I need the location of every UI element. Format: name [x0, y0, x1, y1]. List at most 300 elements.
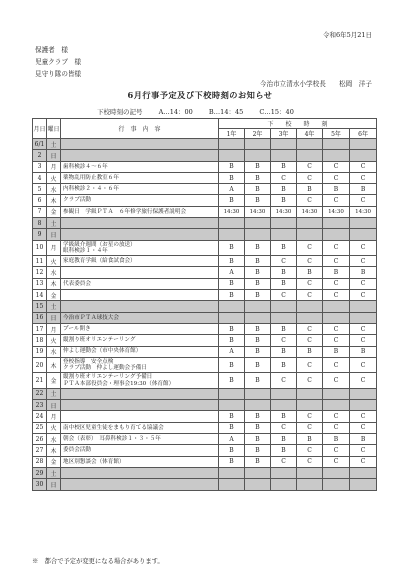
row-dismissal-time: C — [350, 445, 377, 456]
row-dismissal-time: 14:30 — [297, 206, 323, 217]
row-day: 14 — [33, 290, 47, 301]
row-dismissal-time: B — [271, 346, 297, 357]
row-dismissal-time — [323, 312, 350, 323]
row-dismissal-time: C — [271, 172, 297, 183]
row-dismissal-time: A — [219, 184, 245, 195]
row-dismissal-time: C — [271, 290, 297, 301]
row-weekday: 土 — [47, 467, 61, 478]
row-dismissal-time: A — [219, 346, 245, 357]
row-dismissal-time: B — [219, 335, 245, 346]
row-dismissal-time: 14:30 — [245, 206, 271, 217]
row-dismissal-time — [350, 467, 377, 478]
row-dismissal-time: C — [271, 335, 297, 346]
row-event: 縦割り班オリエンテーリング — [61, 335, 219, 346]
row-event: 朝会（表彰） 耳鼻科検診１・３・５年 — [61, 434, 219, 445]
row-dismissal-time: C — [297, 290, 323, 301]
row-dismissal-time: C — [297, 422, 323, 433]
row-dismissal-time: B — [271, 278, 297, 289]
row-dismissal-time: C — [323, 335, 350, 346]
row-event: 代表委員会 — [61, 278, 219, 289]
row-dismissal-time: C — [350, 161, 377, 172]
row-event: 今治市ＰＴＡ球技大会 — [61, 312, 219, 323]
row-day: 6 — [33, 195, 47, 206]
row-dismissal-time: C — [323, 172, 350, 183]
row-dismissal-time: C — [323, 445, 350, 456]
row-event — [61, 139, 219, 150]
table-row — [33, 206, 377, 217]
row-weekday: 火 — [47, 335, 61, 346]
row-dismissal-time: C — [350, 195, 377, 206]
row-dismissal-time: C — [297, 161, 323, 172]
row-dismissal-time — [350, 150, 377, 161]
row-dismissal-time — [219, 312, 245, 323]
row-dismissal-time — [245, 150, 271, 161]
row-dismissal-time — [271, 150, 297, 161]
table-row — [33, 229, 377, 240]
row-dismissal-time: B — [245, 240, 271, 256]
row-day: 19 — [33, 346, 47, 357]
row-dismissal-time — [297, 150, 323, 161]
row-dismissal-time: B — [323, 434, 350, 445]
row-dismissal-time — [271, 139, 297, 150]
row-dismissal-time: B — [245, 357, 271, 373]
table-row — [33, 139, 377, 150]
header-grade: 1年 — [219, 129, 245, 139]
row-day: 24 — [33, 411, 47, 422]
legend-a: A…14：00 — [158, 108, 193, 116]
row-dismissal-time — [219, 400, 245, 411]
row-weekday: 水 — [47, 267, 61, 278]
row-event — [61, 467, 219, 478]
row-dismissal-time: C — [350, 323, 377, 334]
table-row — [33, 373, 377, 389]
recipient-childclub: 児童クラブ 様 — [35, 58, 82, 66]
row-dismissal-time — [219, 467, 245, 478]
row-day: 3 — [33, 161, 47, 172]
document-date: 令和6年5月21日 — [322, 31, 372, 39]
row-dismissal-time: B — [245, 290, 271, 301]
row-dismissal-time: B — [271, 195, 297, 206]
row-event: クラブ活動 — [61, 195, 219, 206]
row-dismissal-time — [271, 312, 297, 323]
row-dismissal-time: C — [323, 422, 350, 433]
row-dismissal-time — [297, 139, 323, 150]
row-dismissal-time: B — [271, 434, 297, 445]
row-day: 26 — [33, 434, 47, 445]
row-dismissal-time — [245, 388, 271, 399]
table-row — [33, 195, 377, 206]
row-dismissal-time — [323, 388, 350, 399]
table-row — [33, 240, 377, 256]
table-row — [33, 218, 377, 229]
row-dismissal-time: B — [219, 445, 245, 456]
row-day: 16 — [33, 312, 47, 323]
recipient-parents: 保護者 様 — [35, 46, 68, 54]
row-dismissal-time: C — [323, 411, 350, 422]
row-day: 20 — [33, 357, 47, 373]
row-day: 6/1 — [33, 139, 47, 150]
row-event: 登校指導 安全点検 クラブ活動 仲よし運動会予備日 — [61, 357, 219, 373]
row-dismissal-time: C — [350, 422, 377, 433]
row-dismissal-time: C — [297, 411, 323, 422]
recipients — [35, 44, 81, 80]
row-dismissal-time — [350, 301, 377, 312]
row-dismissal-time: C — [350, 373, 377, 389]
row-weekday: 木 — [47, 195, 61, 206]
row-dismissal-time: C — [323, 456, 350, 467]
row-dismissal-time: B — [245, 456, 271, 467]
row-weekday: 土 — [47, 301, 61, 312]
row-dismissal-time — [323, 400, 350, 411]
row-dismissal-time — [219, 218, 245, 229]
row-dismissal-time: B — [245, 373, 271, 389]
row-dismissal-time — [271, 229, 297, 240]
row-event — [61, 218, 219, 229]
row-dismissal-time: B — [219, 422, 245, 433]
legend-label: 下校時刻の記号 — [97, 108, 143, 116]
row-dismissal-time: B — [350, 184, 377, 195]
row-dismissal-time: C — [350, 411, 377, 422]
row-dismissal-time: C — [271, 422, 297, 433]
table-row — [33, 434, 377, 445]
row-dismissal-time: C — [323, 373, 350, 389]
legend-b: B…14：45 — [208, 108, 244, 116]
row-dismissal-time: C — [350, 357, 377, 373]
row-dismissal-time: C — [297, 445, 323, 456]
row-event — [61, 229, 219, 240]
table-row — [33, 411, 377, 422]
row-dismissal-time — [297, 229, 323, 240]
row-dismissal-time: B — [323, 184, 350, 195]
table-row — [33, 357, 377, 373]
row-weekday: 土 — [47, 218, 61, 229]
row-dismissal-time — [350, 139, 377, 150]
row-weekday: 木 — [47, 445, 61, 456]
row-dismissal-time — [219, 301, 245, 312]
row-dismissal-time: C — [271, 256, 297, 267]
table-row — [33, 290, 377, 301]
row-dismissal-time: B — [219, 323, 245, 334]
row-dismissal-time: B — [245, 267, 271, 278]
row-dismissal-time — [245, 400, 271, 411]
row-dismissal-time — [245, 312, 271, 323]
row-dismissal-time — [350, 312, 377, 323]
header-grade: 3年 — [271, 129, 297, 139]
row-dismissal-time: B — [219, 240, 245, 256]
row-weekday: 火 — [47, 172, 61, 183]
table-row — [33, 456, 377, 467]
row-dismissal-time: A — [219, 267, 245, 278]
row-dismissal-time: B — [245, 346, 271, 357]
row-day: 12 — [33, 267, 47, 278]
row-event — [61, 150, 219, 161]
row-event: 地区別懇談会（体育館） — [61, 456, 219, 467]
row-dismissal-time — [219, 229, 245, 240]
row-dismissal-time: C — [297, 240, 323, 256]
row-dismissal-time: B — [245, 323, 271, 334]
row-dismissal-time — [323, 467, 350, 478]
row-dismissal-time: B — [219, 456, 245, 467]
row-day: 10 — [33, 240, 47, 256]
row-event: 南中校区児童生徒をまもり育てる協議会 — [61, 422, 219, 433]
row-dismissal-time — [297, 312, 323, 323]
table-row — [33, 467, 377, 478]
row-day: 9 — [33, 229, 47, 240]
row-event: 内科検診２・４・６年 — [61, 184, 219, 195]
row-event: 委員会活動 — [61, 445, 219, 456]
row-dismissal-time: B — [219, 195, 245, 206]
footer-note: ※ 都合で予定が変更になる場合があります。 — [32, 558, 164, 565]
row-dismissal-time: B — [245, 422, 271, 433]
row-dismissal-time — [323, 301, 350, 312]
row-dismissal-time — [297, 218, 323, 229]
row-dismissal-time: C — [323, 357, 350, 373]
row-day: 2 — [33, 150, 47, 161]
row-dismissal-time: B — [245, 278, 271, 289]
row-dismissal-time: C — [271, 373, 297, 389]
row-event: 学級級介週間（お星の放送） 眼科検診１・４年 — [61, 240, 219, 256]
table-row — [33, 388, 377, 399]
row-dismissal-time: B — [271, 445, 297, 456]
schedule-rows — [33, 139, 377, 491]
row-dismissal-time — [323, 229, 350, 240]
table-row — [33, 335, 377, 346]
row-dismissal-time: C — [350, 335, 377, 346]
row-event: 家庭教育学級（給食試食会） — [61, 256, 219, 267]
row-dismissal-time: C — [297, 373, 323, 389]
row-dismissal-time: C — [323, 195, 350, 206]
row-dismissal-time: C — [271, 456, 297, 467]
row-dismissal-time: B — [271, 357, 297, 373]
table-row — [33, 479, 377, 490]
row-dismissal-time — [350, 400, 377, 411]
row-dismissal-time — [219, 150, 245, 161]
row-dismissal-time: C — [297, 195, 323, 206]
row-weekday: 金 — [47, 290, 61, 301]
row-event — [61, 290, 219, 301]
row-dismissal-time: 14:30 — [219, 206, 245, 217]
row-dismissal-time: B — [219, 161, 245, 172]
dismissal-legend — [97, 107, 299, 116]
row-dismissal-time: B — [219, 256, 245, 267]
row-weekday: 金 — [47, 456, 61, 467]
row-weekday: 日 — [47, 229, 61, 240]
row-dismissal-time — [350, 218, 377, 229]
row-day: 25 — [33, 422, 47, 433]
table-row — [33, 267, 377, 278]
header-event: 行 事 内 容 — [61, 119, 219, 139]
table-row — [33, 150, 377, 161]
row-day: 4 — [33, 172, 47, 183]
row-dismissal-time: B — [245, 184, 271, 195]
row-weekday: 月 — [47, 240, 61, 256]
row-dismissal-time: C — [323, 278, 350, 289]
row-dismissal-time — [219, 139, 245, 150]
row-weekday: 土 — [47, 388, 61, 399]
row-dismissal-time — [271, 218, 297, 229]
row-day: 5 — [33, 184, 47, 195]
row-day: 13 — [33, 278, 47, 289]
row-dismissal-time: B — [219, 278, 245, 289]
row-day: 23 — [33, 400, 47, 411]
row-dismissal-time — [245, 229, 271, 240]
row-dismissal-time: C — [297, 323, 323, 334]
row-dismissal-time: B — [271, 323, 297, 334]
row-dismissal-time: B — [219, 172, 245, 183]
row-weekday: 木 — [47, 357, 61, 373]
row-dismissal-time — [297, 388, 323, 399]
row-dismissal-time: C — [323, 240, 350, 256]
row-dismissal-time: C — [323, 323, 350, 334]
row-event — [61, 267, 219, 278]
row-dismissal-time — [323, 218, 350, 229]
row-weekday: 水 — [47, 434, 61, 445]
row-dismissal-time: C — [297, 172, 323, 183]
row-dismissal-time — [245, 139, 271, 150]
row-day: 21 — [33, 373, 47, 389]
row-weekday: 水 — [47, 346, 61, 357]
row-weekday: 木 — [47, 278, 61, 289]
row-dismissal-time — [297, 400, 323, 411]
row-day: 27 — [33, 445, 47, 456]
row-dismissal-time: C — [350, 456, 377, 467]
row-dismissal-time: B — [297, 434, 323, 445]
row-dismissal-time: B — [271, 240, 297, 256]
row-dismissal-time: B — [219, 357, 245, 373]
row-weekday: 火 — [47, 422, 61, 433]
row-day: 11 — [33, 256, 47, 267]
row-day: 22 — [33, 388, 47, 399]
row-dismissal-time: B — [219, 411, 245, 422]
row-dismissal-time: A — [219, 434, 245, 445]
table-row — [33, 278, 377, 289]
row-dismissal-time: C — [350, 240, 377, 256]
row-dismissal-time: B — [271, 411, 297, 422]
row-weekday: 日 — [47, 312, 61, 323]
table-row — [33, 323, 377, 334]
legend-c: C…15：40 — [259, 108, 294, 116]
row-weekday: 火 — [47, 256, 61, 267]
row-dismissal-time — [245, 301, 271, 312]
row-dismissal-time — [297, 467, 323, 478]
row-event — [61, 388, 219, 399]
row-dismissal-time — [297, 479, 323, 490]
row-dismissal-time: C — [323, 290, 350, 301]
row-dismissal-time — [323, 479, 350, 490]
row-dismissal-time: C — [297, 456, 323, 467]
table-row — [33, 256, 377, 267]
row-dismissal-time: C — [297, 357, 323, 373]
row-dismissal-time: B — [350, 267, 377, 278]
row-dismissal-time — [350, 388, 377, 399]
row-weekday: 日 — [47, 400, 61, 411]
row-event: 薬物乱用防止教室６年 — [61, 172, 219, 183]
header-grade: 4年 — [297, 129, 323, 139]
table-row — [33, 445, 377, 456]
row-dismissal-time: B — [245, 195, 271, 206]
row-weekday: 水 — [47, 184, 61, 195]
row-dismissal-time — [271, 301, 297, 312]
header-weekday: 曜日 — [47, 119, 61, 139]
header-grade: 2年 — [245, 129, 271, 139]
row-dismissal-time: C — [350, 256, 377, 267]
row-dismissal-time — [271, 479, 297, 490]
row-dismissal-time — [271, 400, 297, 411]
header-dismissal: 下 校 時 刻 — [219, 119, 377, 129]
row-dismissal-time — [219, 388, 245, 399]
table-row — [33, 346, 377, 357]
row-day: 18 — [33, 335, 47, 346]
row-dismissal-time — [271, 388, 297, 399]
row-dismissal-time: B — [219, 373, 245, 389]
row-weekday: 日 — [47, 150, 61, 161]
row-event — [61, 400, 219, 411]
header-grade: 5年 — [323, 129, 350, 139]
row-dismissal-time: B — [350, 434, 377, 445]
row-dismissal-time: B — [271, 161, 297, 172]
row-dismissal-time: B — [245, 161, 271, 172]
row-dismissal-time — [245, 218, 271, 229]
row-dismissal-time: C — [323, 256, 350, 267]
row-day: 28 — [33, 456, 47, 467]
row-dismissal-time: B — [271, 184, 297, 195]
row-day: 8 — [33, 218, 47, 229]
row-weekday: 金 — [47, 373, 61, 389]
row-dismissal-time: B — [245, 256, 271, 267]
row-dismissal-time — [297, 301, 323, 312]
sender: 今治市立清水小学校長 松岡 洋子 — [259, 80, 372, 88]
row-dismissal-time: B — [245, 434, 271, 445]
header-month-day: 月日 — [33, 119, 47, 139]
row-day: 29 — [33, 467, 47, 478]
table-row — [33, 184, 377, 195]
schedule-table — [32, 118, 377, 491]
row-dismissal-time: B — [271, 267, 297, 278]
table-row — [33, 172, 377, 183]
table-row — [33, 422, 377, 433]
row-dismissal-time: B — [297, 267, 323, 278]
recipient-watchers: 見守り隊の皆様 — [35, 70, 82, 78]
row-event: 参観日 学級ＰＴＡ ６年修学旅行保護者説明会 — [61, 206, 219, 217]
row-weekday: 金 — [47, 206, 61, 217]
row-dismissal-time: C — [297, 256, 323, 267]
row-dismissal-time: C — [350, 278, 377, 289]
row-dismissal-time: C — [297, 278, 323, 289]
document-title: 6月行事予定及び下校時刻のお知らせ — [127, 90, 273, 100]
row-event: プール開き — [61, 323, 219, 334]
table-row — [33, 312, 377, 323]
row-day: 17 — [33, 323, 47, 334]
row-event — [61, 479, 219, 490]
table-row — [33, 301, 377, 312]
row-dismissal-time: B — [297, 184, 323, 195]
table-row — [33, 400, 377, 411]
row-day: 7 — [33, 206, 47, 217]
row-dismissal-time: C — [350, 172, 377, 183]
row-dismissal-time: B — [350, 346, 377, 357]
row-weekday: 土 — [47, 139, 61, 150]
row-day: 30 — [33, 479, 47, 490]
row-dismissal-time: C — [297, 335, 323, 346]
row-event: 歯科検診４～６年 — [61, 161, 219, 172]
row-dismissal-time — [271, 467, 297, 478]
row-dismissal-time — [323, 139, 350, 150]
row-dismissal-time: 14:30 — [271, 206, 297, 217]
row-dismissal-time: B — [245, 445, 271, 456]
row-weekday: 月 — [47, 411, 61, 422]
row-event: 仲よし運動会（市中央体育館） — [61, 346, 219, 357]
header-grade: 6年 — [350, 129, 377, 139]
